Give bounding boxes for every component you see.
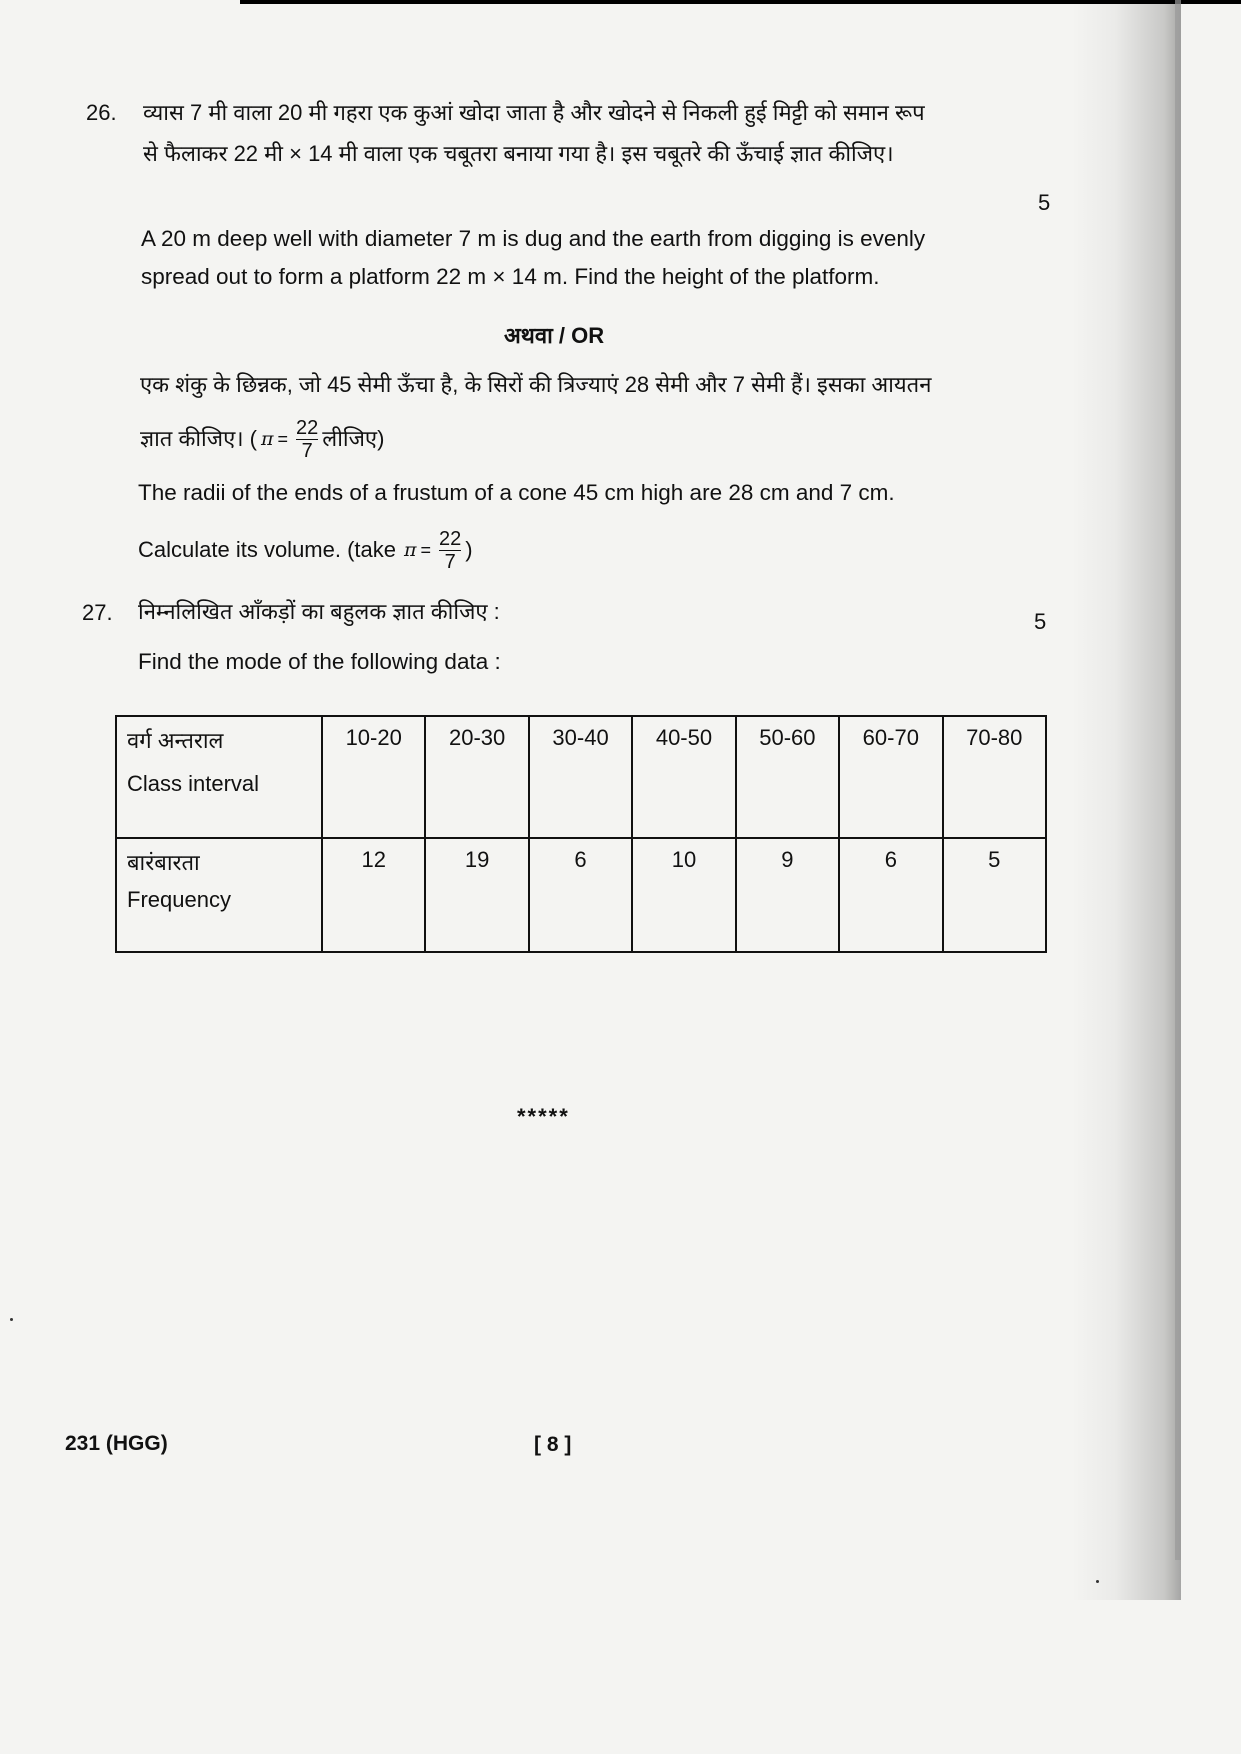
fraction-22-over-7 — [439, 528, 461, 573]
question-27-marks: 5 — [1034, 609, 1047, 634]
page-edge-shadow — [1071, 0, 1181, 1600]
question-26-number: 26. — [86, 100, 117, 125]
alt-hindi-text-post: लीजिए) — [322, 426, 385, 451]
interval-cell: 60-70 — [839, 716, 942, 838]
frequency-cell: 6 — [529, 838, 632, 952]
alt-english-text-post: ) — [465, 537, 473, 562]
row-header-english: Class interval — [127, 771, 260, 796]
scan-speck — [10, 1318, 13, 1321]
table-row-frequency — [116, 838, 1046, 952]
frequency-cell: 10 — [632, 838, 735, 952]
question-26-english-line-1: A 20 m deep well with diameter 7 m is dug and the earth from digging is evenly — [141, 226, 926, 251]
question-26-marks: 5 — [1038, 190, 1051, 215]
question-27-number: 27. — [82, 600, 113, 625]
row-header-class-interval — [116, 716, 322, 838]
frequency-cell: 9 — [736, 838, 839, 952]
question-26-alt-english-line-1: The radii of the ends of a frustum of a cone 45 cm high are 28 cm and 7 cm. — [138, 480, 895, 505]
question-26-english-line-2: spread out to form a platform 22 m × 14 m. Find the height of the platform. — [141, 264, 880, 289]
question-27-hindi: निम्नलिखित आँकड़ों का बहुलक ज्ञात कीजिए : — [138, 599, 500, 624]
or-separator: अथवा / OR — [504, 323, 605, 348]
fraction-denominator: 7 — [439, 550, 461, 573]
fraction-denominator: 7 — [296, 439, 318, 462]
table-row-class-interval — [116, 716, 1046, 838]
paper-code: 231 (HGG) — [65, 1432, 168, 1455]
interval-cell: 20-30 — [425, 716, 528, 838]
frequency-cell: 6 — [839, 838, 942, 952]
row-header-english: Frequency — [127, 887, 231, 913]
frequency-table — [115, 715, 1047, 953]
row-header-hindi: बारंबारता — [127, 850, 200, 876]
equals-sign: = — [420, 540, 432, 560]
alt-english-text-pre: Calculate its volume. (take — [138, 537, 396, 562]
interval-cell: 10-20 — [322, 716, 425, 838]
question-26-alt-hindi-line-2 — [140, 414, 384, 464]
row-header-frequency — [116, 838, 322, 952]
pi-symbol: π — [404, 538, 417, 561]
alt-hindi-text-pre: ज्ञात कीजिए। ( — [140, 426, 258, 451]
scan-speck — [1096, 1580, 1099, 1583]
question-27-english: Find the mode of the following data : — [138, 649, 501, 674]
page-number: [ 8 ] — [534, 1433, 572, 1456]
frequency-cell: 5 — [943, 838, 1046, 952]
interval-cell: 30-40 — [529, 716, 632, 838]
question-26-alt-hindi-line-1: एक शंकु के छिन्नक, जो 45 सेमी ऊँचा है, के सिरों की त्रिज्याएं 28 सेमी और 7 सेमी हैं। इसका आयतन — [140, 372, 932, 397]
question-26-hindi-line-2: से फैलाकर 22 मी × 14 मी वाला एक चबूतरा बनाया गया है। इस चबूतरे की ऊँचाई ज्ञात कीजिए। — [143, 141, 894, 166]
fraction-22-over-7 — [296, 417, 318, 462]
question-26-alt-english-line-2 — [138, 522, 473, 578]
interval-cell: 70-80 — [943, 716, 1046, 838]
question-26-hindi-line-1: व्यास 7 मी वाला 20 मी गहरा एक कुआं खोदा जाता है और खोदने से निकली हुई मिट्टी को समान रूप — [143, 100, 925, 125]
fraction-numerator: 22 — [439, 527, 462, 550]
equals-sign: = — [277, 429, 289, 449]
frequency-cell: 12 — [322, 838, 425, 952]
pi-symbol: π — [261, 427, 274, 450]
fraction-numerator: 22 — [296, 416, 319, 439]
page-edge-line — [1175, 0, 1181, 1560]
interval-cell: 50-60 — [736, 716, 839, 838]
interval-cell: 40-50 — [632, 716, 735, 838]
row-header-hindi: वर्ग अन्तराल — [127, 728, 224, 753]
end-of-paper-marker: ***** — [517, 1104, 570, 1129]
frequency-cell: 19 — [425, 838, 528, 952]
